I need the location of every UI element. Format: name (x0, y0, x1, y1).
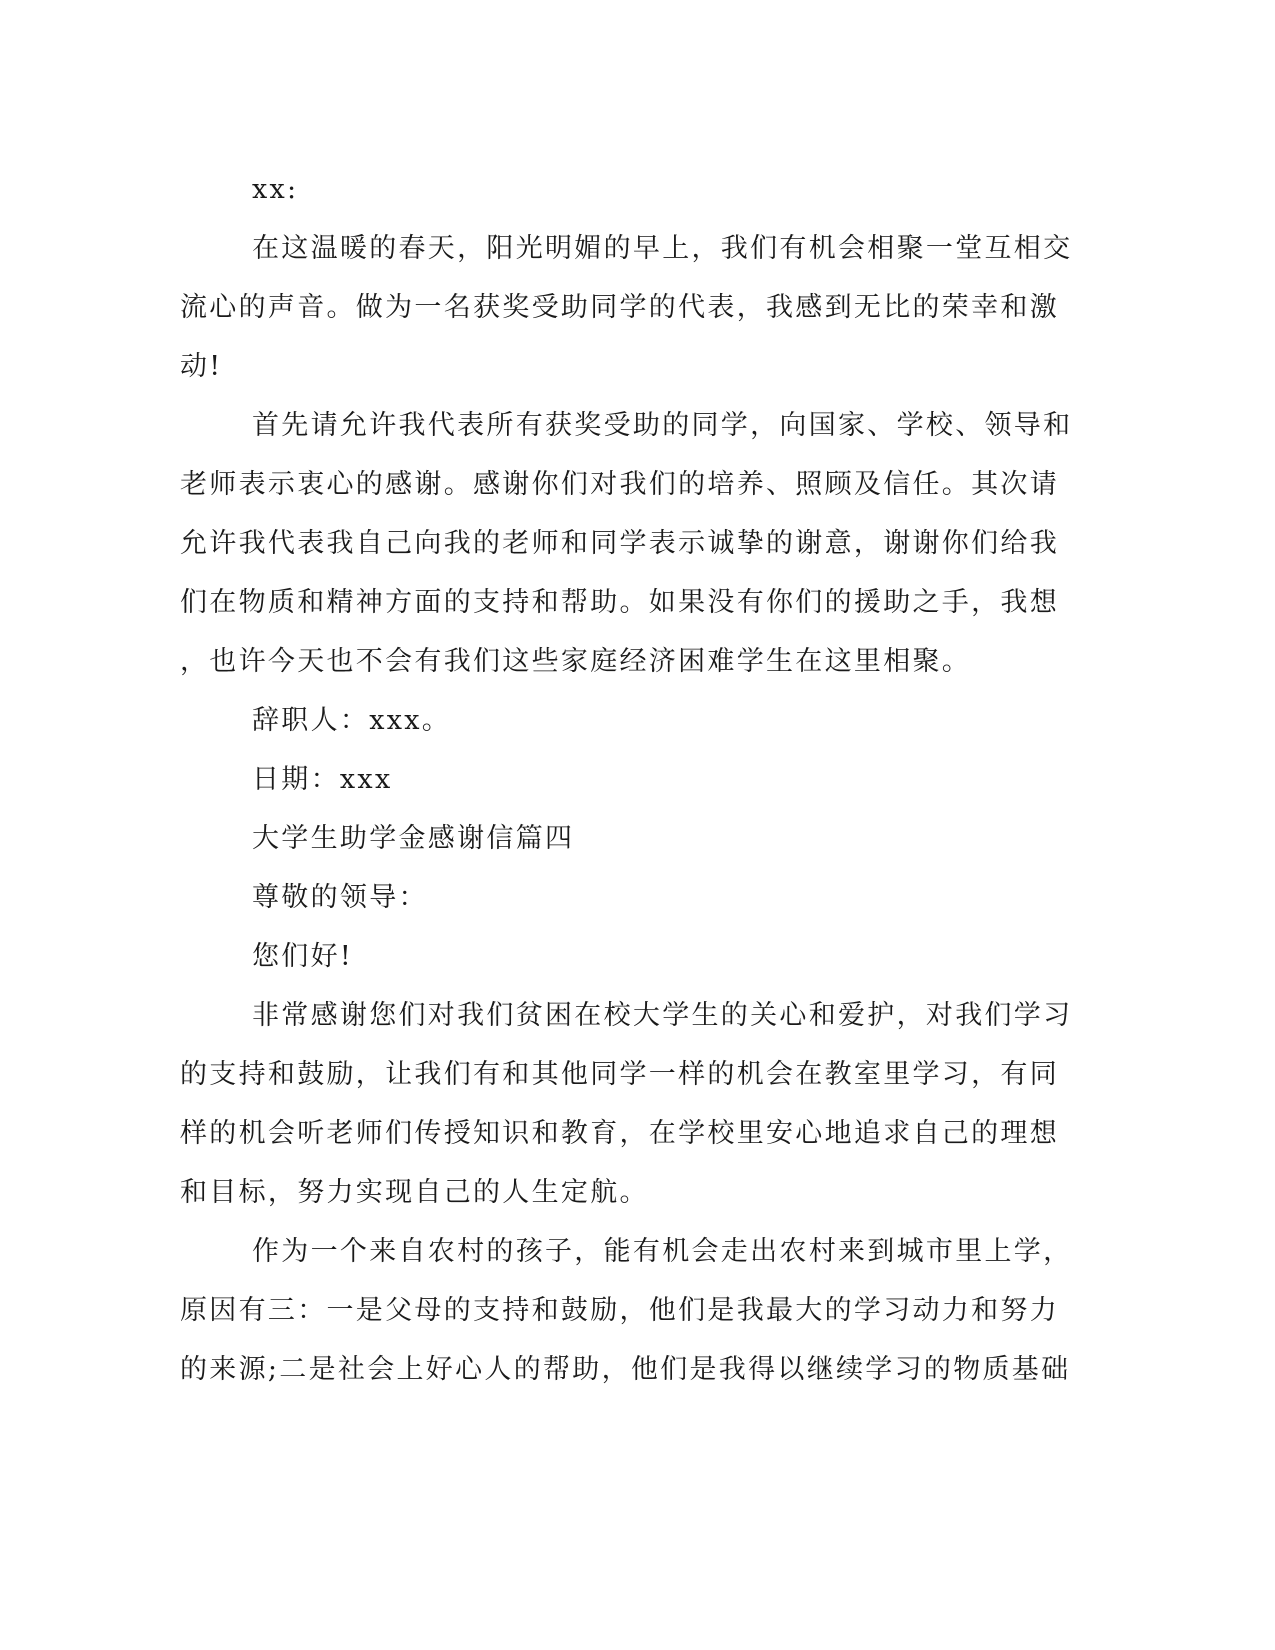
text-line: 的支持和鼓励，让我们有和其他同学一样的机会在教室里学习，有同 (180, 1059, 1059, 1090)
text-line: xx: (252, 174, 299, 205)
text-line: 老师表示衷心的感谢。感谢你们对我们的培养、照顾及信任。其次请 (180, 469, 1059, 500)
text-line: 样的机会听老师们传授知识和教育，在学校里安心地追求自己的理想 (180, 1118, 1059, 1149)
text-line: 原因有三：一是父母的支持和鼓励，他们是我最大的学习动力和努力 (180, 1295, 1059, 1326)
text-line: 和目标，努力实现自己的人生定航。 (180, 1177, 649, 1208)
greeting (180, 927, 1025, 986)
text-line: 大学生助学金感谢信篇四 (252, 823, 575, 854)
text-line: 在这温暖的春天，阳光明媚的早上，我们有机会相聚一堂互相交 (252, 233, 1073, 264)
text-line: 非常感谢您们对我们贫困在校大学生的关心和爱护，对我们学习 (252, 1000, 1073, 1031)
salutation-leaders (180, 868, 1025, 927)
text-line: 的来源;二是社会上好心人的帮助，他们是我得以继续学习的物质基础 (180, 1354, 1071, 1385)
text-line: 尊敬的领导： (252, 882, 428, 913)
salutation-xx (180, 160, 1025, 219)
text-line: 们在物质和精神方面的支持和帮助。如果没有你们的援助之手，我想 (180, 587, 1059, 618)
paragraph-gratitude (180, 986, 1073, 1222)
text-line: 作为一个来自农村的孩子，能有机会走出农村来到城市里上学， (252, 1236, 1073, 1267)
section-title (180, 809, 1025, 868)
text-line: 日期：xxx (252, 764, 393, 795)
paragraph-thanks (180, 396, 1073, 691)
text-line: 允许我代表我自己向我的老师和同学表示诚挚的谢意，谢谢你们给我 (180, 528, 1059, 559)
text-line: 动! (180, 351, 223, 382)
text-line: 辞职人：xxx。 (252, 705, 452, 736)
paragraph-opening (180, 219, 1073, 396)
paragraph-background (180, 1222, 1073, 1399)
text-line: ，也许今天也不会有我们这些家庭经济困难学生在这里相聚。 (180, 646, 972, 677)
signature-line (180, 691, 1025, 750)
text-line: 首先请允许我代表所有获奖受助的同学，向国家、学校、领导和 (252, 410, 1073, 441)
date-line (180, 750, 1025, 809)
text-line: 流心的声音。做为一名获奖受助同学的代表，我感到无比的荣幸和激 (180, 292, 1059, 323)
text-line: 您们好! (252, 941, 354, 972)
document-body (180, 160, 1073, 1399)
